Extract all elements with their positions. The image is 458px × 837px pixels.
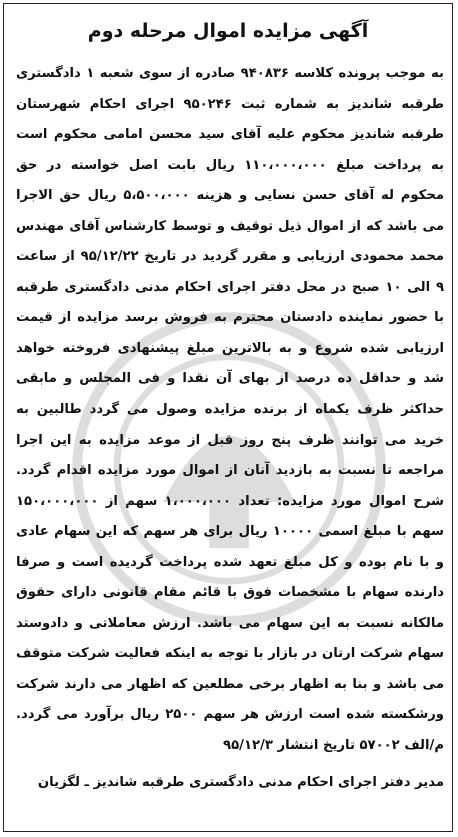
notice-signature: مدیر دفتر اجرای احکام مدنی دادگستری طرقبه شاندیز ـ لگزیان xyxy=(37,775,444,790)
notice-body xyxy=(16,59,444,762)
notice-frame xyxy=(3,3,453,832)
notice-body-text: به موجب پرونده کلاسه ۹۴۰۸۳۶ صادره از سوی شعبه ۱ دادگستری طرقبه شاندیز به شماره ثبت ۹۵۰۲۴۶ اجرای احکام شهرستان طرقبه شاندیز محکوم علیه آقای سید محسن امامی محکوم است به پرداخت مبلغ ۱۱۰،۰۰۰،۰۰۰ ریال بابت اصل خواسته در حق محکوم له آقای حسن نسایی و هزینه ۵،۵۰۰،۰۰۰ ریال حق الاجرا می باشد که از اموال ذیل توقیف و توسط کارشناس آقای مهندس محمد محمودی ارزیابی و مقرر گردید در تاریخ ۹۵/۱۲/۲۲ از ساعت ۹ الی ۱۰ صبح در محل دفتر اجرای احکام مدنی دادگستری طرقبه با حضور نماینده دادستان محترم به فروش برسد مزایده از قیمت ارزیابی شده شروع و به بالاترین مبلغ پیشنهادی فروخته خواهد شد و حداقل ده درصد از بهای آن نقدا و فی المجلس و مابقی حداکثر ظرف یکماه از برنده مزایده وصول می گردد طالبین به خرید می توانند ظرف پنج روز قبل از موعد مزایده به این اجرا مراجعه تا نسبت به بازدید آنان از اموال مورد مزایده اقدام گردد. شرح اموال مورد مزایده: تعداد ۱،۰۰۰،۰۰۰ سهم از ۱۵۰،۰۰۰،۰۰۰ سهم با مبلغ اسمی ۱۰۰۰۰ ریال برای هر سهم که این سهام عادی و با نام بوده و کل مبلغ تعهد شده پرداخت گردیده است و صرفا دارنده سهام با مشخصات فوق با قائم مقام قانونی دارای حقوق مالکانه نسبت به این سهام می باشد. ارزش معاملاتی و دادوستد سهام شرکت ارتان در بازار با توجه به اینکه فعالیت شرکت متوقف می باشد و بنا به اظهار برخی مطلعین که اظهار می دارند شرکت ورشکسته شده است ارزش هر سهم ۲۵۰۰ ریال برآورد می گردد. م/الف ۵۷۰۰۲ تاریخ انتشار ۹۵/۱۲/۳ xyxy=(16,66,445,754)
notice-title: آگهی مزایده اموال مرحله دوم xyxy=(87,20,369,42)
